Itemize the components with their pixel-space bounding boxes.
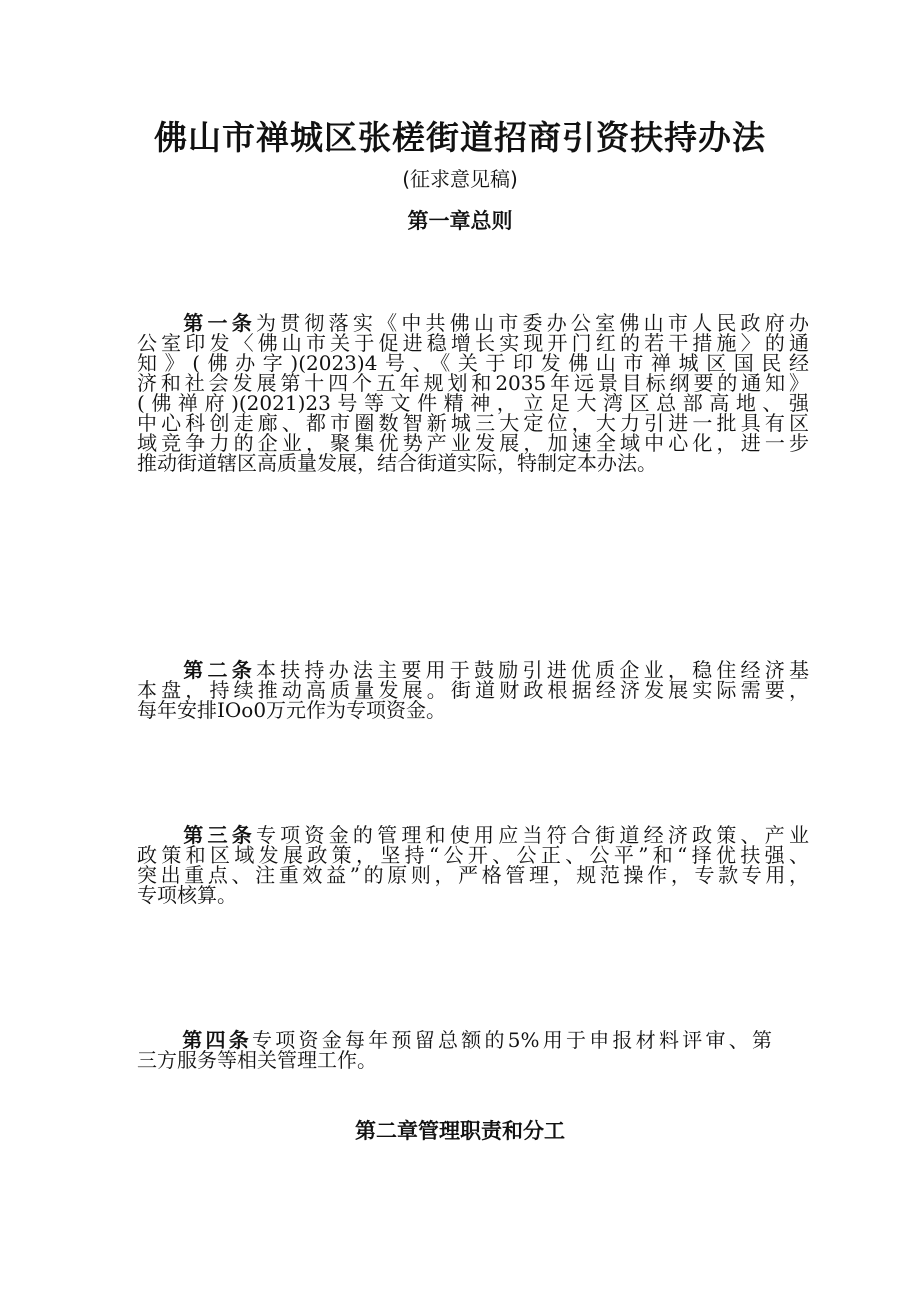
article-number: 第四条 (179, 1028, 253, 1052)
document-subtitle: (征求意见稿) (402, 167, 518, 191)
article-text-line: (佛禅府)(2021)23号等文件精神，立足大湾区总部高地、强 (137, 391, 809, 415)
article-text-line: 公室印发〈佛山市关于促进稳增长实现开门红的若干措施〉的通 (137, 331, 809, 355)
article-text-line: 突出重点、注重效益”的原则，严格管理，规范操作，专款专用， (137, 863, 809, 887)
article-text-line: 三方服务等相关管理工作。 (137, 1048, 377, 1072)
article-text-line: 济和社会发展第十四个五年规划和2035年远景目标纲要的通知》 (137, 371, 809, 395)
article-text-line: 政策和区域发展政策，坚持“公开、公正、公平”和“择优扶强、 (137, 843, 809, 867)
article-text-line: 为贯彻落实《中共佛山市委办公室佛山市人民政府办 (255, 311, 810, 335)
article-1 (137, 297, 810, 475)
article-text-line: 专项资金每年预留总额的5%用于申报材料评审、第 (252, 1028, 773, 1052)
chapter-heading-1: 第一章总则 (407, 209, 513, 233)
chapter-heading-2: 第二章管理职责和分工 (355, 1119, 565, 1143)
article-text-line: 推动街道辖区高质量发展，结合街道实际，特制定本办法。 (137, 451, 657, 475)
article-text-line: 本盘，持续推动高质量发展。街道财政根据经济发展实际需要， (137, 678, 809, 702)
article-text-line: 专项资金的管理和使用应当符合街道经济政策、产业 (255, 823, 810, 847)
article-number: 第一条 (179, 311, 256, 335)
article-2 (137, 647, 810, 722)
article-number: 第三条 (179, 823, 256, 847)
document-title: 佛山市禅城区张槎街道招商引资扶持办法 (154, 118, 766, 157)
article-text-line: 域竞争力的企业，聚集优势产业发展，加速全域中心化，进一步 (137, 431, 809, 455)
article-text-line: 知》(佛办字)(2023)4号、《关于印发佛山市禅城区国民经 (137, 351, 809, 375)
article-number: 第二条 (179, 658, 256, 682)
article-3 (137, 811, 810, 907)
article-text-line: 本扶持办法主要用于鼓励引进优质企业，稳住经济基 (255, 658, 810, 682)
article-text-line: 中心科创走廊、都市圈数智新城三大定位，大力引进一批具有区 (137, 411, 809, 435)
article-4 (137, 1017, 773, 1072)
article-text-line: 专项核算。 (137, 883, 237, 907)
article-text-line: 每年安排IOo0万元作为专项资金。 (137, 698, 447, 722)
